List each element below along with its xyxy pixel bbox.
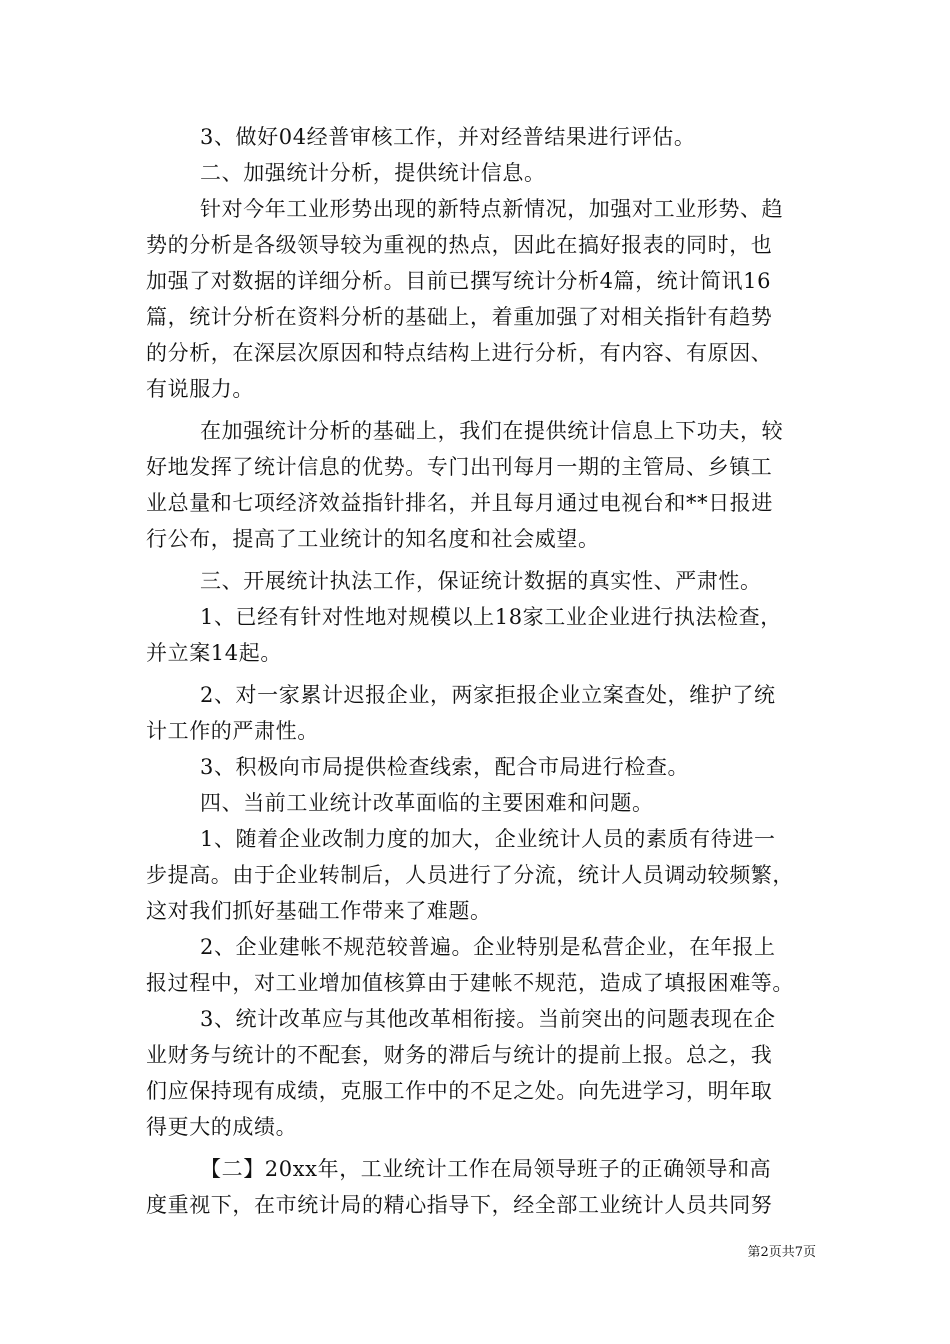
text-line: 势的分析是各级领导较为重视的热点，因此在搞好报表的同时，也 (146, 233, 773, 257)
text-line: 这对我们抓好基础工作带来了难题。 (146, 899, 492, 923)
text-line: 业财务与统计的不配套，财务的滞后与统计的提前上报。总之，我 (146, 1043, 773, 1067)
text-line: 二、加强统计分析，提供统计信息。 (200, 161, 546, 185)
text-line: 2、企业建帐不规范较普遍。企业特别是私营企业，在年报上 (200, 935, 776, 959)
text-line: 1、已经有针对性地对规模以上18家工业企业进行执法检查， (200, 605, 782, 629)
text-line: 报过程中，对工业增加值核算由于建帐不规范，造成了填报困难等。 (146, 971, 794, 995)
text-line: 们应保持现有成绩，克服工作中的不足之处。向先进学习，明年取 (146, 1079, 773, 1103)
page-number: 第2页共7页 (747, 1245, 816, 1260)
text-line: 度重视下，在市统计局的精心指导下，经全部工业统计人员共同努 (146, 1193, 773, 1217)
text-line: 有说服力。 (146, 377, 254, 401)
text-line: 3、积极向市局提供检查线索，配合市局进行检查。 (200, 755, 690, 779)
text-line: 好地发挥了统计信息的优势。专门出刊每月一期的主管局、乡镇工 (146, 455, 773, 479)
text-line: 行公布，提高了工业统计的知名度和社会威望。 (146, 527, 600, 551)
text-line: 得更大的成绩。 (146, 1115, 298, 1139)
text-line: 业总量和七项经济效益指针排名，并且每月通过电视台和**日报进 (146, 491, 773, 515)
text-line: 并立案14起。 (146, 641, 282, 665)
text-line: 针对今年工业形势出现的新特点新情况，加强对工业形势、趋 (200, 197, 784, 221)
text-line: 在加强统计分析的基础上，我们在提供统计信息上下功夫，较 (200, 419, 784, 443)
text-line: 3、统计改革应与其他改革相衔接。当前突出的问题表现在企 (200, 1007, 776, 1031)
text-line: 3、做好04经普审核工作，并对经普结果进行评估。 (200, 125, 696, 149)
text-line: 计工作的严肃性。 (146, 719, 319, 743)
text-line: 2、对一家累计迟报企业，两家拒报企业立案查处，维护了统 (200, 683, 776, 707)
text-line: 三、开展统计执法工作，保证统计数据的真实性、严肃性。 (200, 569, 762, 593)
text-line: 篇，统计分析在资料分析的基础上，着重加强了对相关指针有趋势 (146, 305, 773, 329)
text-line: 加强了对数据的详细分析。目前已撰写统计分析4篇，统计简讯16 (146, 269, 772, 293)
text-line: 步提高。由于企业转制后，人员进行了分流，统计人员调动较频繁， (146, 863, 794, 887)
text-line: 【二】20xx年，工业统计工作在局领导班子的正确领导和高 (200, 1157, 772, 1181)
text-line: 1、随着企业改制力度的加大，企业统计人员的素质有待进一 (200, 827, 776, 851)
text-line: 四、当前工业统计改革面临的主要困难和问题。 (200, 791, 654, 815)
text-line: 的分析，在深层次原因和特点结构上进行分析，有内容、有原因、 (146, 341, 773, 365)
